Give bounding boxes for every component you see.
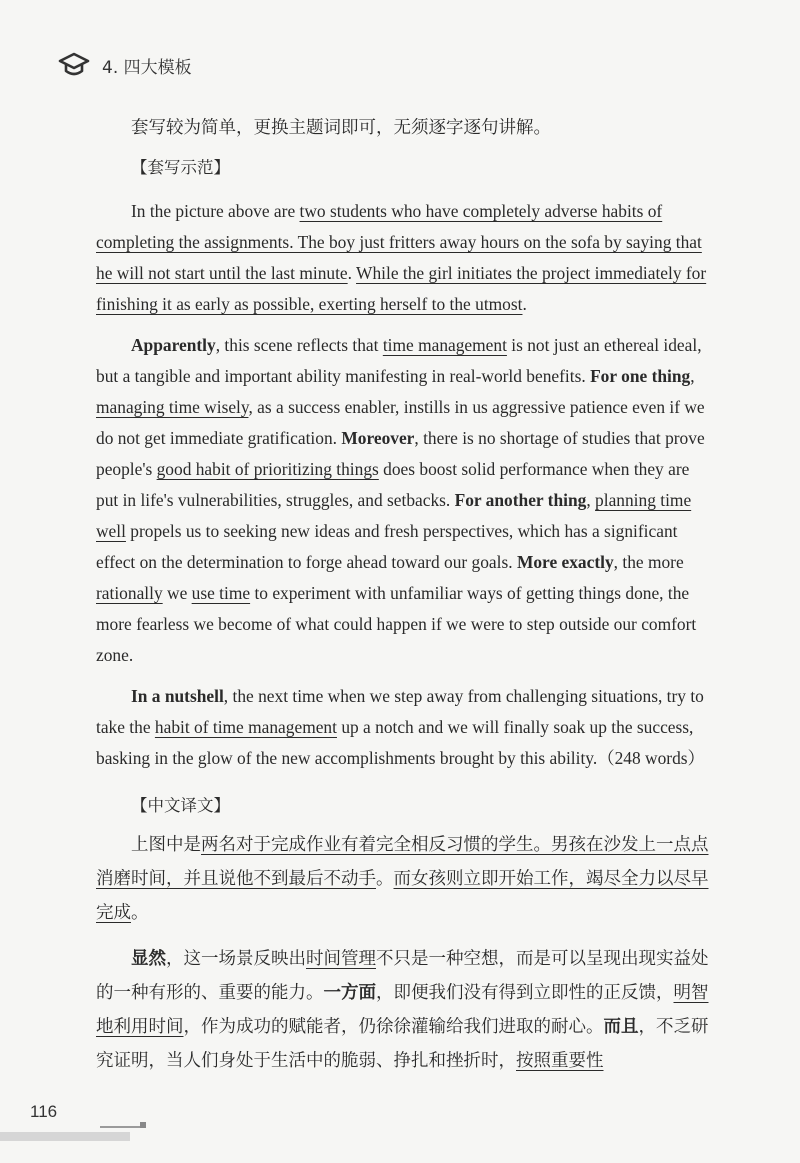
text-run: ，即便我们没有得到立即性的正反馈，	[376, 983, 674, 1003]
footer-rule	[100, 1126, 144, 1128]
underlined-phrase: use time	[191, 583, 251, 603]
bold-phrase: Moreover	[341, 428, 415, 448]
underlined-phrase: habit of time management	[154, 717, 337, 737]
text-run: 上图中是	[131, 835, 201, 855]
text-run: 不只是一种空想，而是可以呈现出现实益处的一种有形的、重要的能力。	[96, 949, 709, 1003]
chapter-title: 4. 四大模板	[102, 57, 192, 78]
text-run: ，这一场景反映出	[166, 949, 306, 969]
bold-phrase: More exactly	[516, 552, 614, 572]
text-run: up a notch and we will finally soak up the success, basking in the glow of the new accomplishments brought by this ability.（248 words）	[96, 717, 705, 768]
sample-heading: 【套写示范】	[131, 158, 230, 177]
footer-bar	[0, 1132, 130, 1141]
text-run: , the next time when we step away from challenging situations, try to take the	[96, 686, 704, 737]
text-run: does boost solid performance when they are put in life's vulnerabilities, struggles, and setbacks.	[96, 459, 690, 510]
intro-text: 套写较为简单，更换主题词即可，无须逐字逐句讲解。	[131, 118, 551, 138]
text-run: , the more	[613, 552, 684, 572]
translation-paragraph-2	[96, 942, 712, 1078]
text-run: ，不乏研究证明，当人们身处于生活中的脆弱、挣扎和挫折时，	[96, 1017, 709, 1071]
underlined-phrase: planning time well	[96, 490, 692, 541]
underlined-phrase: 两名对于完成作业有着完全相反习惯的学生。男孩在沙发上一点点消磨时间，并且说他不到最后不动手	[96, 835, 709, 889]
essay-paragraph-3	[96, 681, 712, 774]
text-run: ，作为成功的赋能者，仍徐徐灌输给我们进取的耐心。	[183, 1017, 604, 1037]
underlined-phrase: 而女孩则立即开始工作，竭尽全力以尽早完成	[96, 869, 709, 923]
text-run: ,	[690, 366, 695, 386]
translation-paragraph-1	[96, 828, 712, 930]
text-run: In the picture above are	[131, 201, 300, 221]
text-run: 。	[376, 869, 394, 889]
underlined-phrase: rationally	[96, 583, 163, 603]
bold-phrase: For one thing	[590, 366, 691, 386]
text-run: .	[522, 294, 527, 314]
bold-phrase: 而且	[603, 1017, 639, 1037]
essay-paragraph-1	[96, 196, 712, 320]
text-run: , this scene reflects that	[215, 335, 383, 355]
bold-phrase: In a nutshell	[131, 686, 224, 706]
text-run: , as a success enabler, instills in us aggressive patience even if we do not get immediate gratification.	[96, 397, 705, 448]
text-run: propels us to seeking new ideas and fresh perspectives, which has a significant effect on the determination to forge ahead toward our goals.	[96, 521, 678, 572]
text-run: 。	[131, 903, 149, 923]
bold-phrase: 显然	[131, 949, 166, 969]
text-run: , there is no shortage of studies that prove people's	[96, 428, 705, 479]
graduation-cap-icon	[58, 52, 90, 78]
bold-phrase: 一方面	[323, 983, 376, 1003]
page-header	[58, 52, 192, 78]
underlined-phrase: managing time wisely	[96, 397, 249, 417]
footer-marker	[140, 1122, 146, 1128]
underlined-phrase: good habit of prioritizing things	[156, 459, 379, 479]
text-run: we	[162, 583, 192, 603]
bold-phrase: For another thing	[454, 490, 587, 510]
underlined-phrase: 明智地利用时间	[96, 983, 709, 1037]
page-content	[96, 112, 712, 1078]
underlined-phrase: 时间管理	[306, 949, 376, 969]
text-run: .	[347, 263, 357, 283]
translation-heading: 【中文译文】	[131, 796, 230, 815]
essay-paragraph-2	[96, 330, 712, 671]
text-run: to experiment with unfamiliar ways of getting things done, the more fearless we become of what could happen if we were to step outside our comfort zone.	[96, 583, 697, 665]
underlined-phrase: time management	[382, 335, 507, 355]
underlined-phrase: two students who have completely adverse habits of completing the assignments. The boy just fritters away hours on the sofa by saying that he will not start until the last minute	[96, 201, 702, 283]
bold-phrase: Apparently	[131, 335, 216, 355]
underlined-phrase: 按照重要性	[516, 1051, 604, 1071]
text-run: ,	[586, 490, 596, 510]
page-number: 116	[30, 1102, 58, 1121]
text-run: is not just an ethereal ideal, but a tangible and important ability manifesting in real-world benefits.	[96, 335, 702, 386]
underlined-phrase: While the girl initiates the project immediately for finishing it as early as possible, exerting herself to the utmost	[96, 263, 707, 314]
